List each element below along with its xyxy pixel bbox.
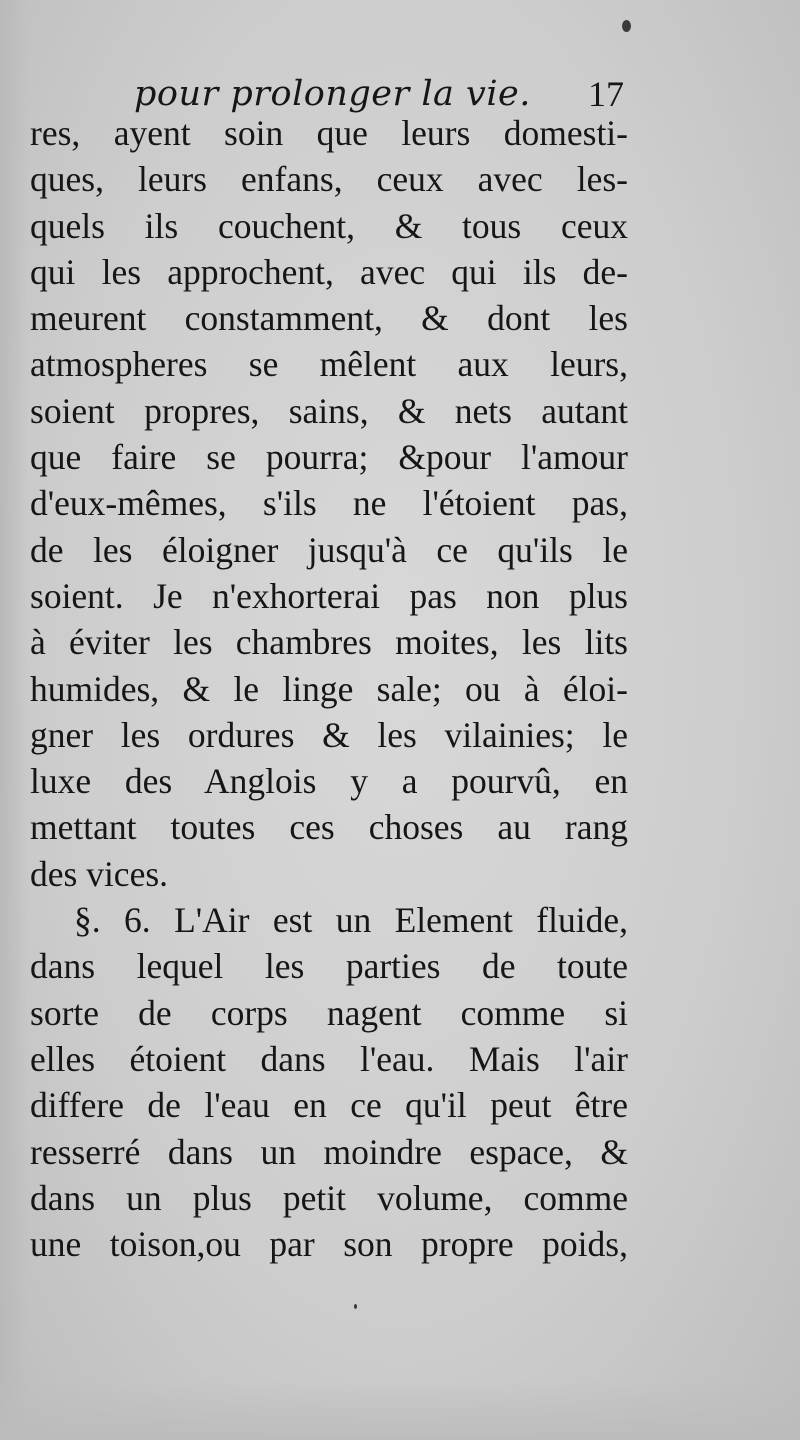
text-line: resserré dans un moindre espace, & [30,1131,628,1172]
page-shadow-left [0,0,28,1440]
body-text [30,110,628,1267]
text-line: dans lequel les parties de toute [30,946,628,987]
text-line: que faire se pourra; &pour l'amour [30,437,628,478]
text-line: gner les ordures & les vilainies; le [30,714,628,755]
text-line: differe de l'eau en ce qu'il peut être [30,1085,628,1126]
section-start-line: §. 6. L'Air est un Element fluide, [74,900,628,941]
ink-speck [622,20,631,32]
page-shadow-bottom [0,1380,800,1440]
text-line: mettant toutes ces choses au rang [30,807,628,848]
text-line: de les éloigner jusqu'à ce qu'ils le [30,529,628,570]
text-line: d'eux-mêmes, s'ils ne l'étoient pas, [30,483,628,524]
text-line: qui les approchent, avec qui ils de- [30,251,628,292]
text-line: elles étoient dans l'eau. Mais l'air [30,1038,628,1079]
page-number: 17 [588,74,624,114]
text-line: une toison,ou par son propre poids, [30,1224,628,1265]
text-line: atmospheres se mêlent aux leurs, [30,344,628,385]
text-line: res, ayent soin que leurs domesti- [30,113,628,153]
text-line: luxe des Anglois y a pourvû, en [30,761,628,802]
paragraph-end-line: des vices. [30,853,169,894]
ink-speck [354,1304,357,1309]
text-line: ques, leurs enfans, ceux avec les- [30,159,628,200]
text-line: meurent constamment, & dont les [30,298,628,339]
text-line: à éviter les chambres moites, les lits [30,622,628,663]
text-line: humides, & le linge sale; ou à éloi- [30,668,628,709]
text-line: soient propres, sains, & nets autant [30,390,628,431]
text-line: dans un plus petit volume, comme [30,1177,628,1218]
text-line: quels ils couchent, & tous ceux [30,205,628,246]
running-head-title: pour prolonger la vie. [134,74,531,114]
text-line: sorte de corps nagent comme si [30,992,628,1033]
text-line: soient. Je n'exhorterai pas non plus [30,575,628,616]
